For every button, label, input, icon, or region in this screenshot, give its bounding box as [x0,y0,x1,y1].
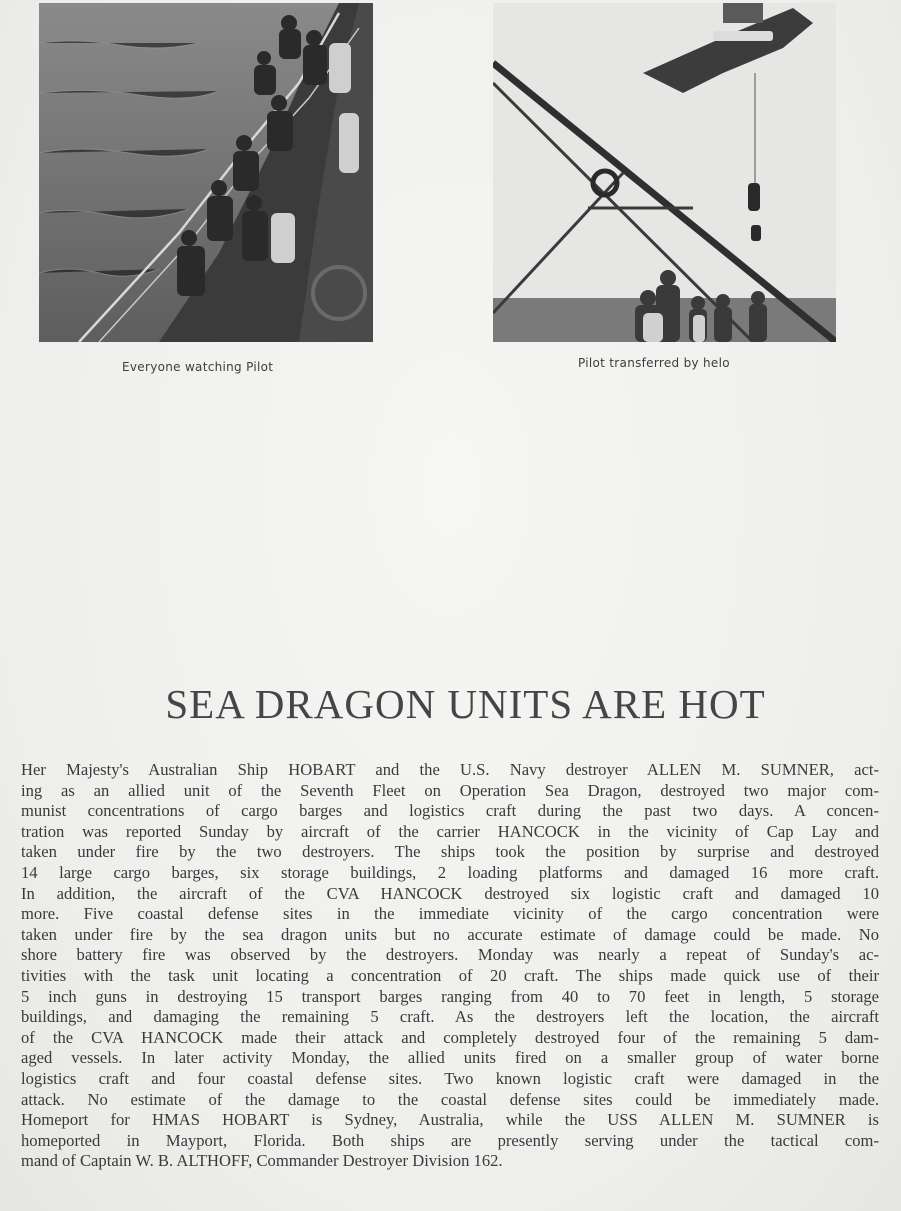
photo-helicopter-transfer-image [493,3,836,342]
article-line: taken under fire by the two destroyers. The ships took the position by surprise and destroyed [21,842,879,862]
article-line: ing as an allied unit of the Seventh Fleet on Operation Sea Dragon, destroyed two major com- [21,780,879,800]
article-line: 14 large cargo barges, six storage buildings, 2 loading platforms and damaged 16 more craft. [21,862,879,882]
article-headline: SEA DRAGON UNITS ARE HOT [165,681,766,727]
article-line: homeported in Mayport, Florida. Both ships are presently serving under the tactical com- [21,1130,879,1150]
article-body [21,760,879,1172]
article-line: tivities with the task unit locating a concentration of 20 craft. The ships made quick use of their [21,965,879,985]
article-line: tration was reported Sunday by aircraft of the carrier HANCOCK in the vicinity of Cap Lay and [21,821,879,841]
article-line: mand of Captain W. B. ALTHOFF, Commander Destroyer Division 162. [21,1151,503,1171]
article-line: more. Five coastal defense sites in the immediate vicinity of the cargo concentration were [21,904,879,924]
photo-crowd-on-deck-image [39,3,373,342]
article-line: of the CVA HANCOCK made their attack and completely destroyed four of the remaining 5 dam- [21,1027,879,1047]
article-line: 5 inch guns in destroying 15 transport barges ranging from 40 to 70 feet in length, 5 storage [21,986,879,1006]
article-line: aged vessels. In later activity Monday, the allied units fired on a smaller group of water borne [21,1048,879,1068]
article-line: In addition, the aircraft of the CVA HANCOCK destroyed six logistic craft and damaged 10 [21,883,879,903]
article-line: taken under fire by the sea dragon units but no accurate estimate of damage could be made. No [21,924,879,944]
article-line: Her Majesty's Australian Ship HOBART and the U.S. Navy destroyer ALLEN M. SUMNER, act- [21,760,879,779]
article-line: buildings, and damaging the remaining 5 craft. As the destroyers left the location, the aircraft [21,1007,879,1027]
article-line: shore battery fire was observed by the destroyers. Monday was nearly a repeat of Sunday's ac- [21,945,879,965]
article-line: Homeport for HMAS HOBART is Sydney, Australia, while the USS ALLEN M. SUMNER is [21,1110,879,1130]
caption-pilot-transferred-by-helo: Pilot transferred by helo [578,356,730,370]
photo-everyone-watching-pilot [39,3,373,342]
article-line: logistics craft and four coastal defense sites. Two known logistic craft were damaged in the [21,1068,879,1088]
photo-pilot-transferred-by-helo [493,3,836,342]
caption-everyone-watching-pilot: Everyone watching Pilot [122,360,274,374]
article-line: attack. No estimate of the damage to the coastal defense sites could be immediately made. [21,1089,879,1109]
article-line: munist concentrations of cargo barges and logistics craft during the past two days. A concen- [21,801,879,821]
